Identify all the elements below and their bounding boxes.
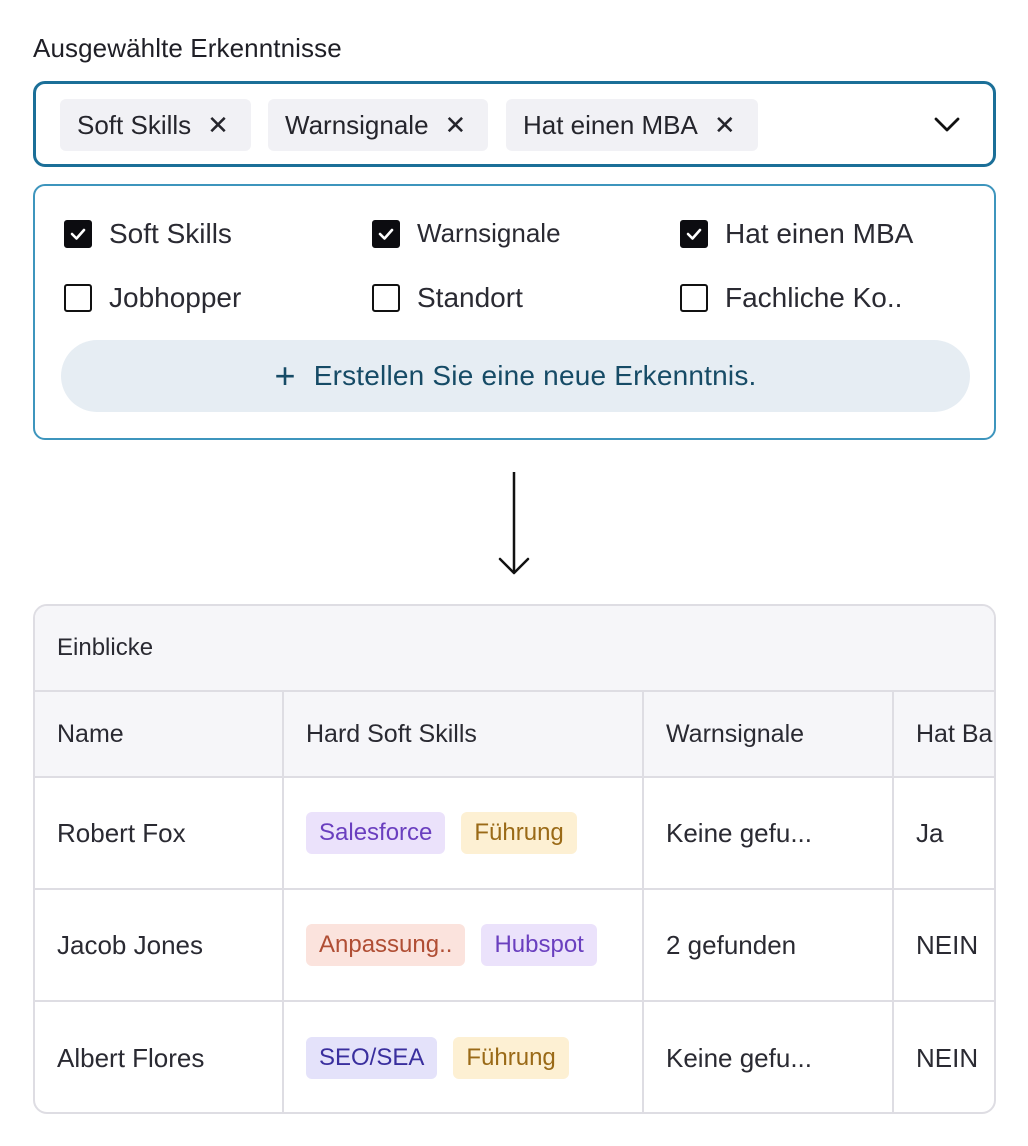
plus-icon: + [274, 355, 296, 396]
cell-name: Albert Flores [35, 1002, 284, 1114]
cell-extra: Ja [916, 817, 944, 848]
remove-chip-icon[interactable]: ✕ [713, 110, 736, 140]
arrow-down-icon [497, 470, 531, 578]
cell-name: Robert Fox [35, 778, 284, 888]
checkbox-checked-icon[interactable] [372, 220, 400, 248]
remove-chip-icon[interactable]: ✕ [207, 110, 229, 140]
option-label: Warnsignale [417, 218, 561, 248]
table-header-row [35, 692, 994, 778]
column-header-name[interactable]: Name [35, 692, 284, 776]
checkbox-checked-icon[interactable] [680, 220, 708, 248]
option-label: Jobhopper [109, 282, 242, 313]
chip-label: Warnsignale [285, 109, 429, 140]
insights-table [33, 604, 996, 1114]
cell-extra: NEIN [916, 929, 979, 960]
table-title: Einblicke [35, 606, 994, 692]
chip-warnsignale [268, 99, 488, 151]
option-label: Hat einen MBA [725, 218, 914, 249]
cell-warnsignale: Keine gefu... [644, 1002, 894, 1114]
option-warnsignale[interactable] [372, 218, 561, 249]
table-row[interactable] [35, 890, 994, 1002]
skill-tag: Führung [461, 812, 576, 854]
table-row[interactable] [35, 778, 994, 890]
skill-tag: Hubspot [481, 924, 596, 966]
chip-label: Soft Skills [77, 109, 192, 140]
cell-extra: NEIN [916, 1042, 979, 1073]
chevron-down-icon[interactable] [933, 110, 961, 138]
skill-tag: SEO/SEA [306, 1037, 437, 1079]
cell-warnsignale: 2 gefunden [644, 890, 894, 1000]
cell-skills [284, 778, 644, 888]
cell-warnsignale: Keine gefu... [644, 778, 894, 888]
cell-skills [284, 890, 644, 1000]
checkbox-unchecked-icon[interactable] [372, 284, 400, 312]
option-hat-einen-mba[interactable] [680, 218, 913, 250]
skill-tag: Salesforce [306, 812, 445, 854]
column-header-skills[interactable]: Hard Soft Skills [284, 692, 644, 776]
chip-hat-einen-mba [506, 99, 758, 151]
option-label: Standort [417, 282, 523, 313]
cell-name: Jacob Jones [35, 890, 284, 1000]
chip-label: Hat einen MBA [523, 109, 698, 140]
checkbox-checked-icon[interactable] [64, 220, 92, 248]
column-header-truncated[interactable]: Hat Ba [916, 719, 993, 748]
checkbox-unchecked-icon[interactable] [680, 284, 708, 312]
create-insight-button[interactable] [61, 340, 970, 412]
remove-chip-icon[interactable]: ✕ [444, 110, 467, 140]
table-row[interactable] [35, 1002, 994, 1114]
option-label: Fachliche Ko.. [725, 282, 903, 313]
column-header-warnsignale[interactable]: Warnsignale [644, 692, 894, 776]
insights-multiselect[interactable] [33, 81, 996, 167]
skill-tag: Anpassung.. [306, 924, 465, 966]
option-fachliche-kompetenz[interactable] [680, 282, 902, 314]
cell-skills [284, 1002, 644, 1114]
option-jobhopper[interactable] [64, 282, 241, 314]
options-dropdown [33, 184, 996, 440]
skill-tag: Führung [453, 1037, 568, 1079]
field-label: Ausgewählte Erkenntnisse [33, 33, 342, 63]
option-standort[interactable] [372, 282, 523, 314]
option-label: Soft Skills [109, 218, 232, 249]
create-insight-label: Erstellen Sie eine neue Erkenntnis. [313, 360, 757, 391]
option-soft-skills[interactable] [64, 218, 232, 250]
chip-soft-skills [60, 99, 251, 151]
checkbox-unchecked-icon[interactable] [64, 284, 92, 312]
